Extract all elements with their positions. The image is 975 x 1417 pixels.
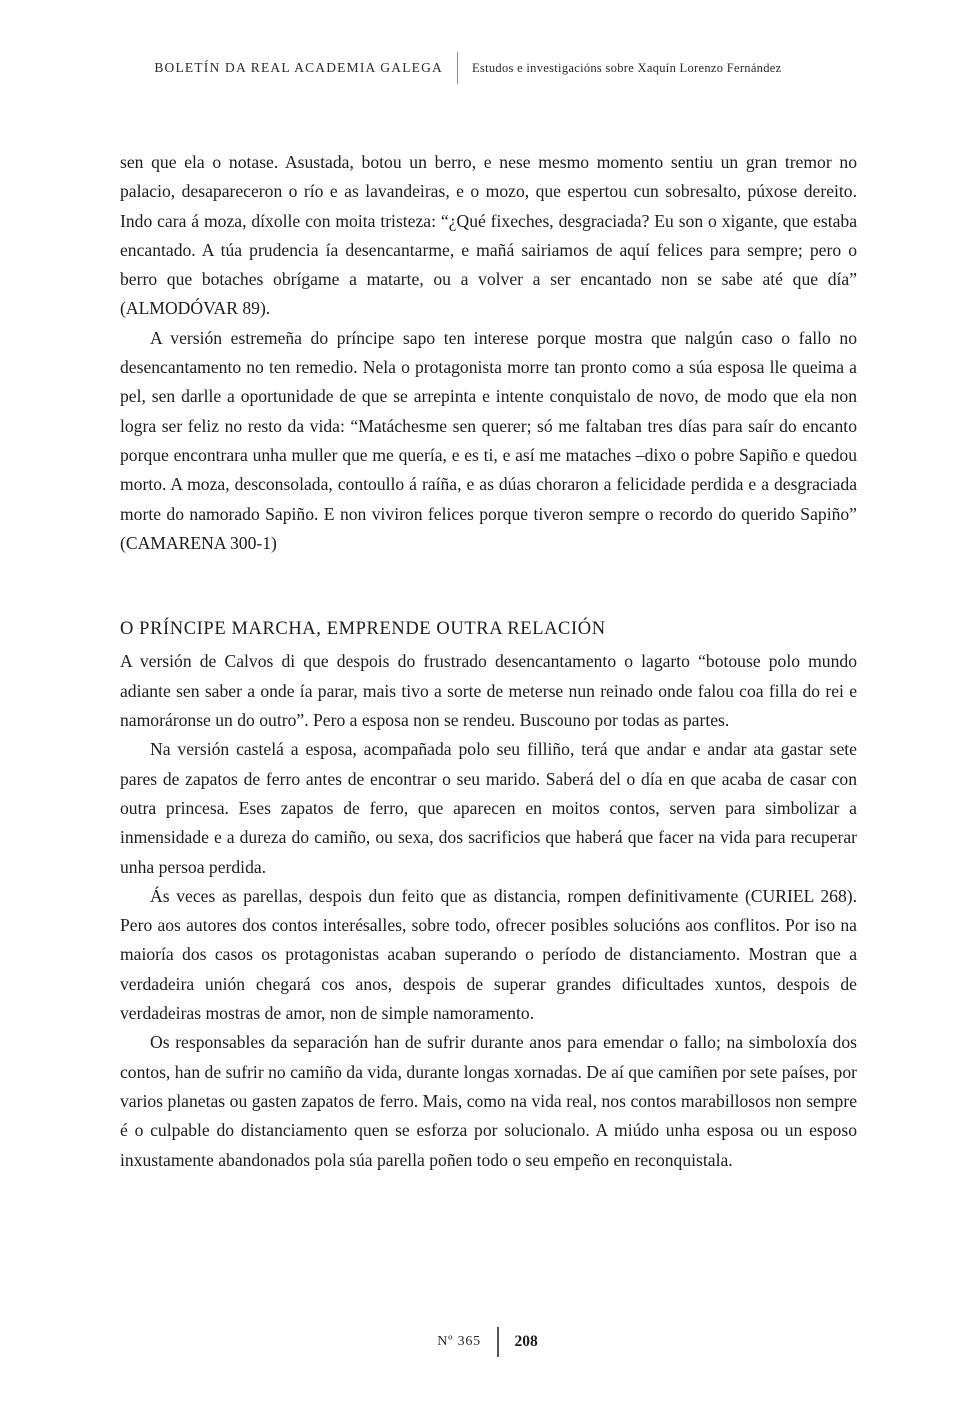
section-heading: O PRÍNCIPE MARCHA, EMPRENDE OUTRA RELACIÓN	[120, 619, 606, 640]
paragraph: Ás veces as parellas, despois dun feito que as distancia, rompen definitivamente (CURIEL 268). Pero aos autores dos contos interésalles, sobre todo, ofrecer posibles solucións aos conflitos. Por iso na maioría dos casos os protagonistas acaban superando o período de distanciamento. Mostran que a verdadeira unión chegará cos anos, despois de superar grandes dificultades xuntos, despois de verdadeiras mostras de amor, non de simple namoramento.	[120, 885, 857, 1024]
paragraph: sen que ela o notase. Asustada, botou un berro, e nese mesmo momento sentiu un gran tremor no palacio, desapareceron o río e as lavandeiras, e o mozo, que espertou cun sobresalto, púxose dereito. Indo cara á moza, díxolle con moita tristeza: “¿Qué fixeches, desgraciada? Eu son o xigante, que estaba encantado. A túa prudencia ía desencantarme, e mañá sairiamos de aquí felices para sempre; pero o berro que botaches obrígame a matarte, ou a volver a ser encantado non se sabe até que día” (ALMODÓVAR 89).	[120, 152, 857, 319]
page-header	[0, 52, 975, 84]
issue-subtitle: Estudos e investigacións sobre Xaquín Lorenzo Fernández	[472, 60, 782, 75]
issue-number: Nº 365	[437, 1334, 481, 1349]
paragraph: A versión de Calvos di que despois do frustrado desencantamento o lagarto “botouse polo mundo adiante sen saber a onde ía parar, mais tivo a sorte de meterse nun reinado onde falou coa filla do rei e namoráronse un do outro”. Pero a esposa non se rendeu. Buscouno por todas as partes.	[120, 651, 857, 731]
journal-title: BOLETÍN DA REAL ACADEMIA GALEGA	[154, 60, 443, 75]
paragraph: Os responsables da separación han de sufrir durante anos para emendar o fallo; na simboloxía dos contos, han de sufrir no camiño da vida, durante longas xornadas. De aí que camiñen por sete países, por varios planetas ou gasten zapatos de ferro. Mais, como na vida real, nos contos marabillosos non sempre é o culpable do distanciamento quen se esforza por solucionalo. A miúdo unha esposa ou un esposo inxustamente abandonados pola súa parella poñen todo o seu empeño en reconquistala.	[120, 1032, 857, 1170]
article-body	[120, 148, 857, 1175]
paragraph: A versión estremeña do príncipe sapo ten interese porque mostra que nalgún caso o fallo no desencantamento no ten remedio. Nela o protagonista morre tan pronto como a súa esposa lle queima a pel, sen darlle a oportunidade de que se arrepinta e intente conquistalo de novo, de modo que ela non logra ser feliz no resto da vida: “Matáchesme sen querer; só me faltaban tres días para saír do encanto porque encontrara unha muller que me quería, e es ti, e así me mataches –dixo o pobre Sapiño e quedou morto. A moza, desconsolada, contoullo á raíña, e as dúas choraron a felicidade perdida e a desgraciada morte do namorado Sapiño. E non viviron felices porque tiveron sempre o recordo do querido Sapiño” (CAMARENA 300-1)	[120, 327, 857, 553]
paragraph: Na versión castelá a esposa, acompañada polo seu filliño, terá que andar e andar ata gastar sete pares de zapatos de ferro antes de encontrar o seu marido. Saberá del o día en que acaba de casar con outra princesa. Eses zapatos de ferro, que aparecen en moitos contos, serven para simbolizar a inmensidade e a dureza do camiño, ou sexa, dos sacrificios que haberá que facer na vida para recuperar unha persoa perdida.	[120, 739, 857, 877]
page-number: 208	[514, 1333, 538, 1350]
page-footer	[0, 1327, 975, 1357]
